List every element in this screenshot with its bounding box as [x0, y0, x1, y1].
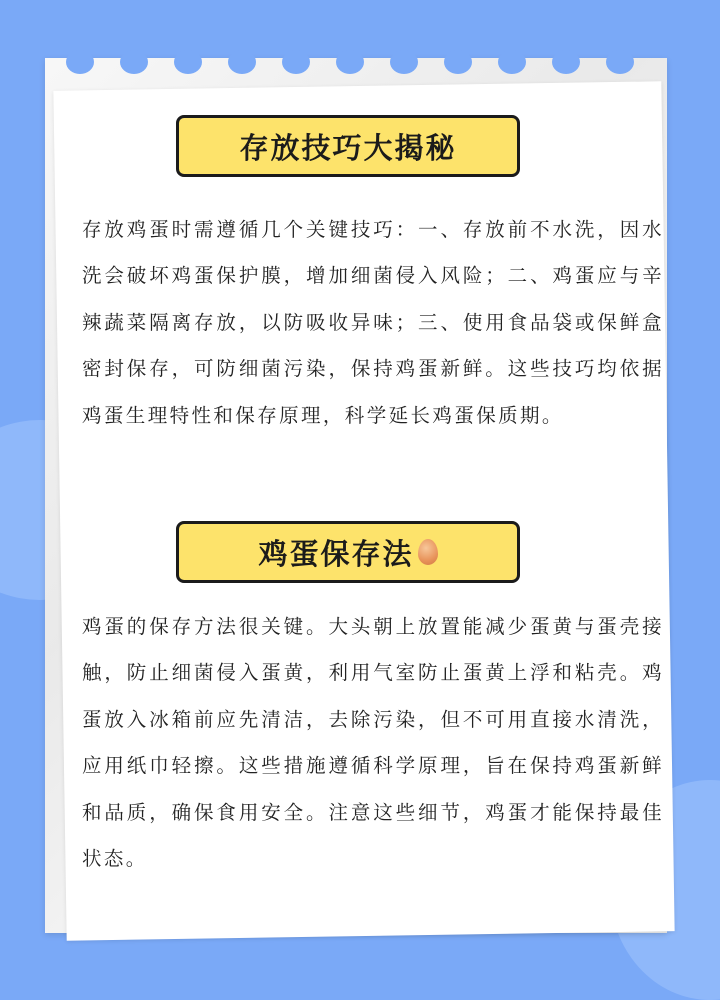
section-title-storage-tips — [176, 115, 520, 177]
binder-hole — [444, 50, 472, 74]
binder-hole — [552, 50, 580, 74]
binder-hole — [120, 50, 148, 74]
binder-hole — [498, 50, 526, 74]
binder-hole — [606, 50, 634, 74]
section-body-storage-tips: 存放鸡蛋时需遵循几个关键技巧：一、存放前不水洗，因水洗会破坏鸡蛋保护膜，增加细菌侵入风险；二、鸡蛋应与辛辣蔬菜隔离存放，以防吸收异味；三、使用食品袋或保鲜盒密封保存，可防细菌污染，保持鸡蛋新鲜。这些技巧均依据鸡蛋生理特性和保存原理，科学延长鸡蛋保质期。 — [82, 218, 664, 427]
section-title-text: 存放技巧大揭秘 — [239, 130, 457, 165]
section-title-egg-storage — [176, 521, 520, 583]
binder-hole — [174, 50, 202, 74]
binder-hole — [228, 50, 256, 74]
section-body-egg-storage: 鸡蛋的保存方法很关键。大头朝上放置能减少蛋黄与蛋壳接触，防止细菌侵入蛋黄，利用气室防止蛋黄上浮和粘壳。鸡蛋放入冰箱前应先清洁，去除污染，但不可用直接水清洗，应用纸巾轻擦。这些措施遵循科学原理，旨在保持鸡蛋新鲜和品质，确保食用安全。注意这些细节，鸡蛋才能保持最佳状态。 — [82, 615, 664, 871]
binder-hole — [66, 50, 94, 74]
egg-icon — [418, 539, 438, 565]
section-title-text: 鸡蛋保存法 — [258, 536, 414, 571]
binder-hole — [390, 50, 418, 74]
binder-hole — [282, 50, 310, 74]
binder-hole — [336, 50, 364, 74]
